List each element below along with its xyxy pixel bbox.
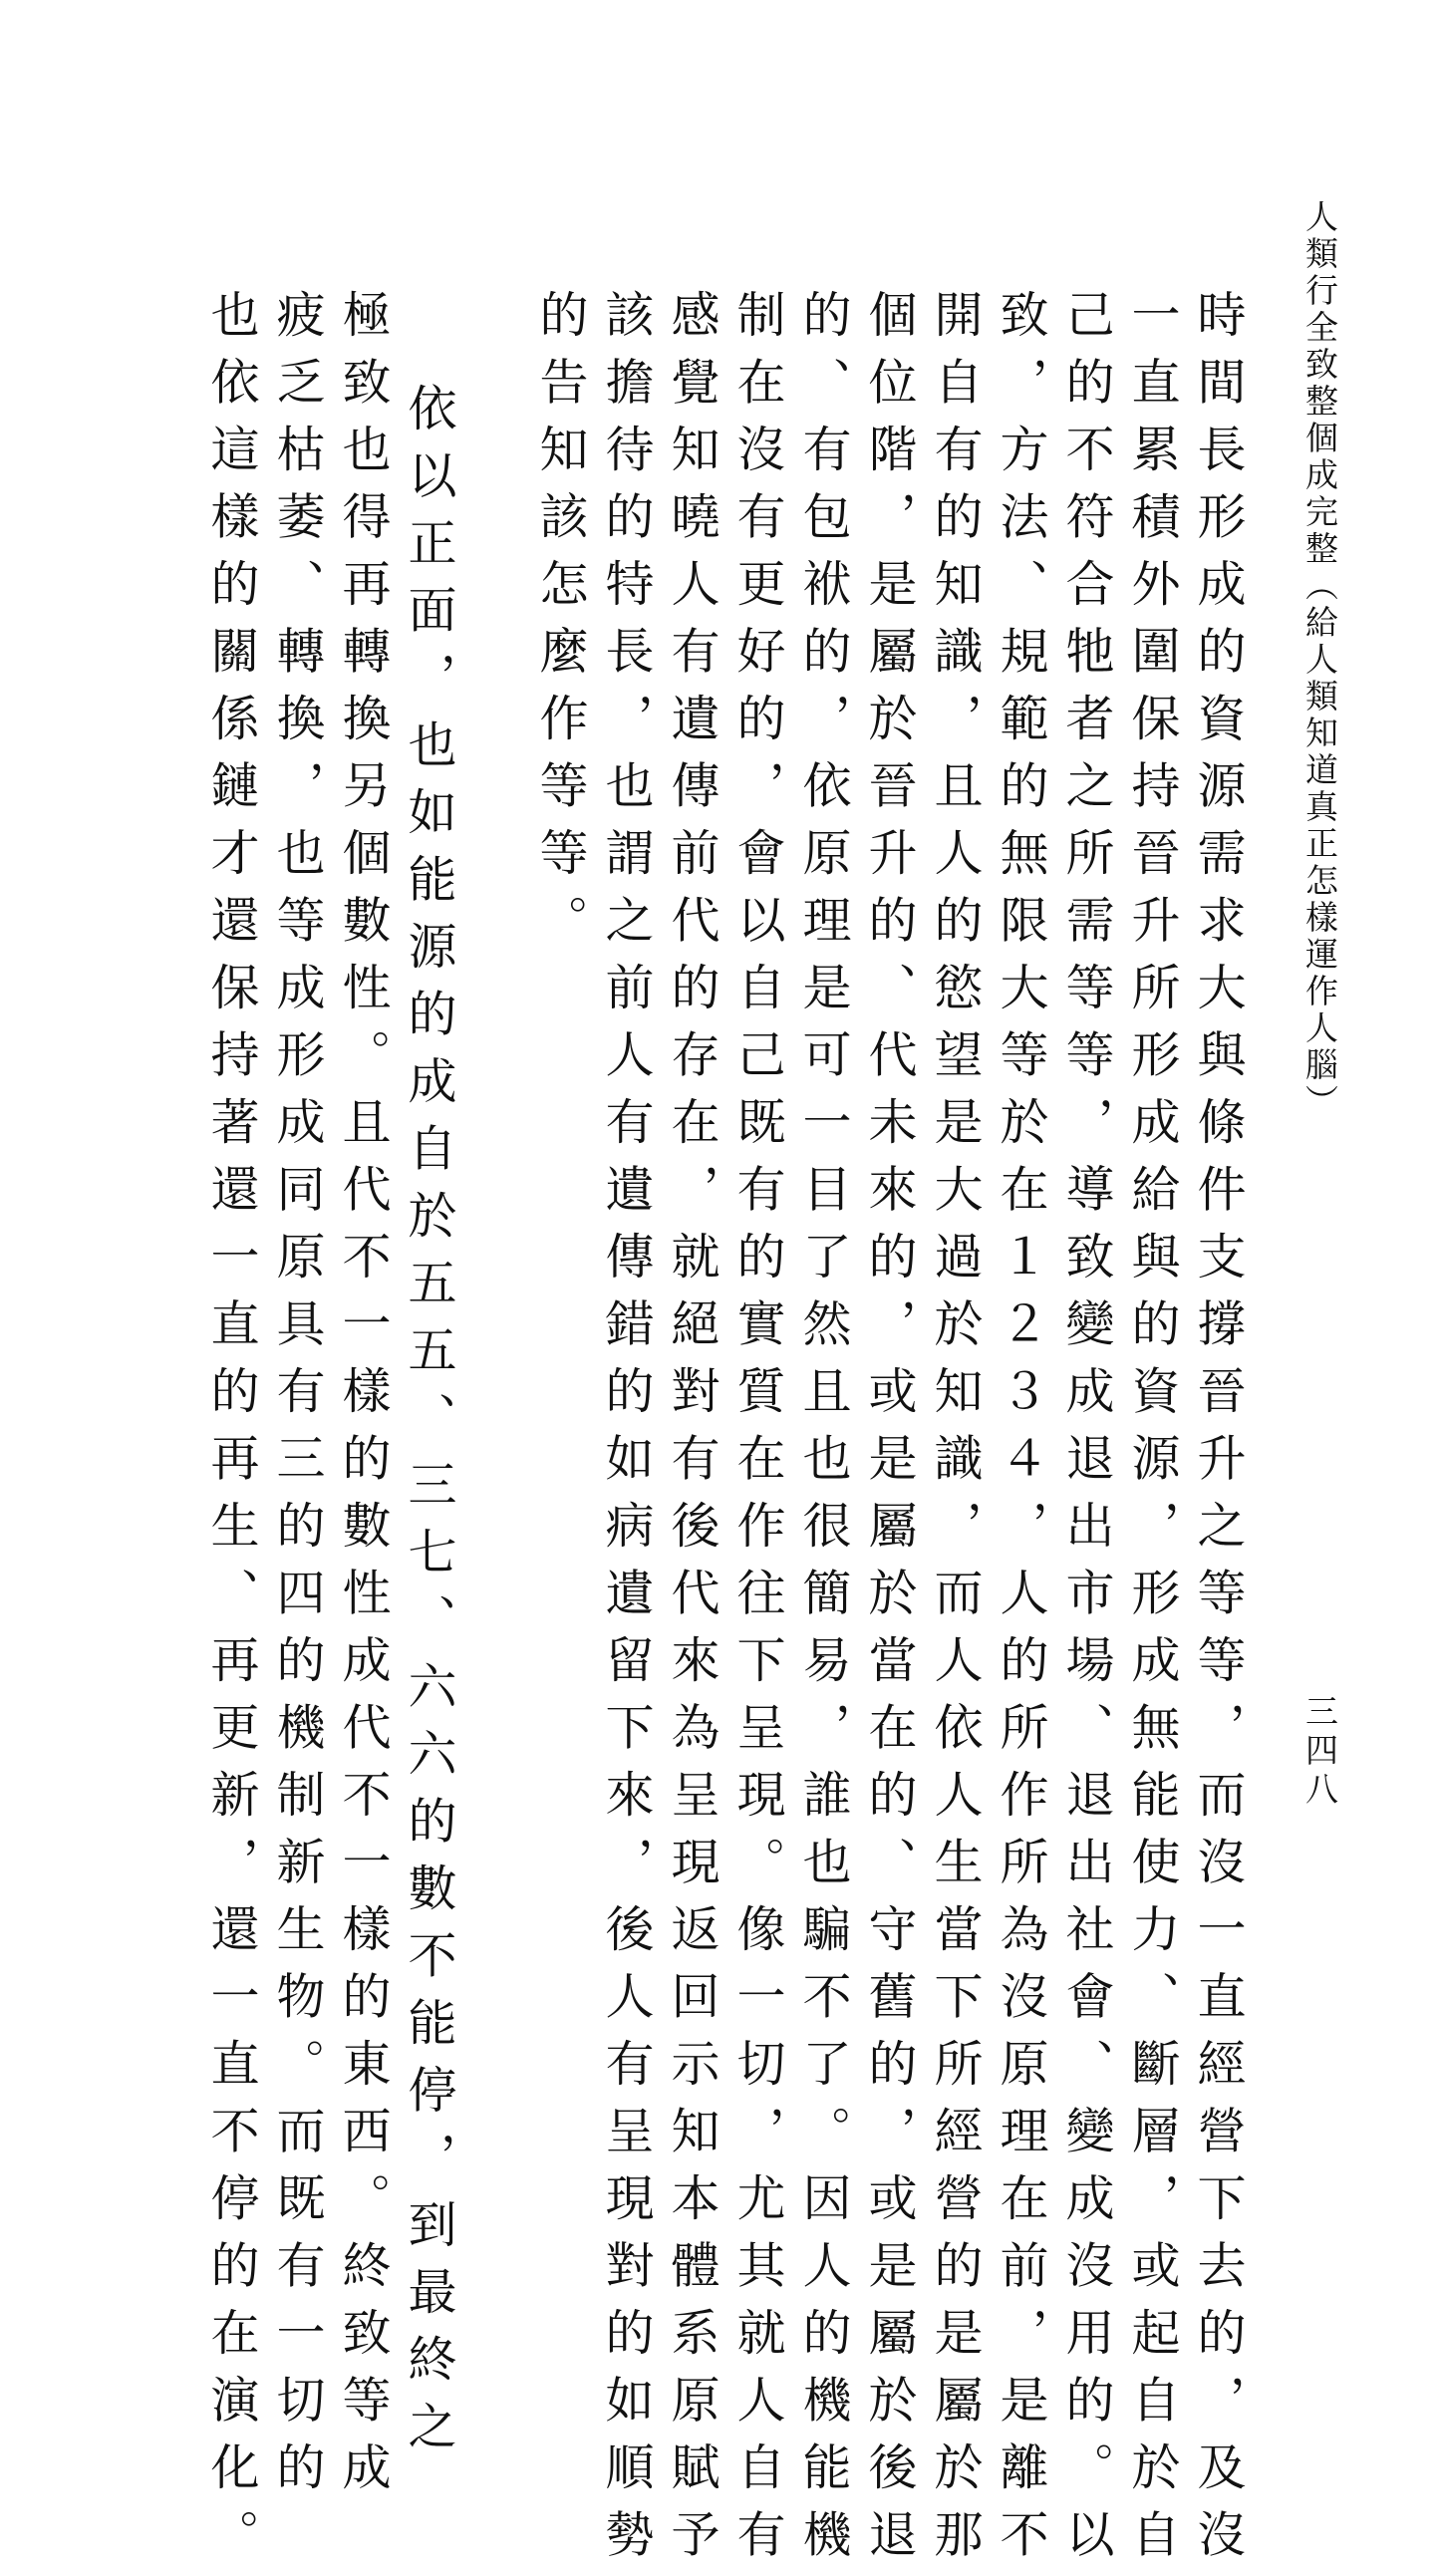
- page-number: 三四八: [1300, 1694, 1339, 1811]
- text-column: 開自有的知識，且人的慾望是大過於知識，而人依人生當下所經營的是屬於那: [927, 289, 984, 2576]
- text-column: 一直累積外圍保持晉升所形成給與的資源，形成無能使力、斷層，或起自於自: [1124, 289, 1181, 2576]
- text-column: 依以正面，也如能源的成自於五五、三七、六六的數不能停，到最終之: [401, 383, 457, 2468]
- text-column: 也依這樣的關係鏈才還保持著還一直的再生、再更新，還一直不停的在演化。: [203, 289, 260, 2576]
- text-column: 個位階，是屬於晉升的、代未來的，或是屬於當在的、守舊的，或是屬於後退: [861, 289, 918, 2576]
- text-column: 時間長形成的資源需求大與條件支撐晉升之等等，而沒一直經營下去的，及沒: [1190, 289, 1247, 2576]
- text-column: 感覺知曉人有遺傳前代的存在，就絕對有後代來為呈現返回示知本體系原賦予: [664, 289, 720, 2576]
- text-column: 的告知該怎麼作等等。: [532, 289, 589, 962]
- text-column: 致，方法、規範的無限大等於在１２３４，人的所作所為沒原理在前，是離不: [993, 289, 1049, 2576]
- body-text: [0, 289, 1441, 2576]
- text-column: 疲乏枯萎、轉換，也等成形成同原具有三的四的機制新生物。而既有一切的: [269, 289, 326, 2509]
- text-column: 極致也得再轉換另個數性。且代不一樣的數性成代不一樣的東西。終致等成: [335, 289, 392, 2509]
- text-column: 己的不符合牠者之所需等等，導致變成退出市場、退出社會、變成沒用的。以: [1058, 289, 1115, 2576]
- text-column: 該擔待的特長，也謂之前人有遺傳錯的如病遺留下來，後人有呈現對的如順勢: [598, 289, 655, 2576]
- text-column: 的、有包袱的，依原理是可一目了然且也很簡易，誰也騙不了。因人的機能機: [795, 289, 852, 2576]
- running-head: 人類行全致整個成完整（給人類知道真正怎樣運作人腦）: [1300, 199, 1339, 1121]
- text-column: 制在沒有更好的，會以自己既有的實質在作往下呈現。像一切，尤其就人自有: [729, 289, 786, 2576]
